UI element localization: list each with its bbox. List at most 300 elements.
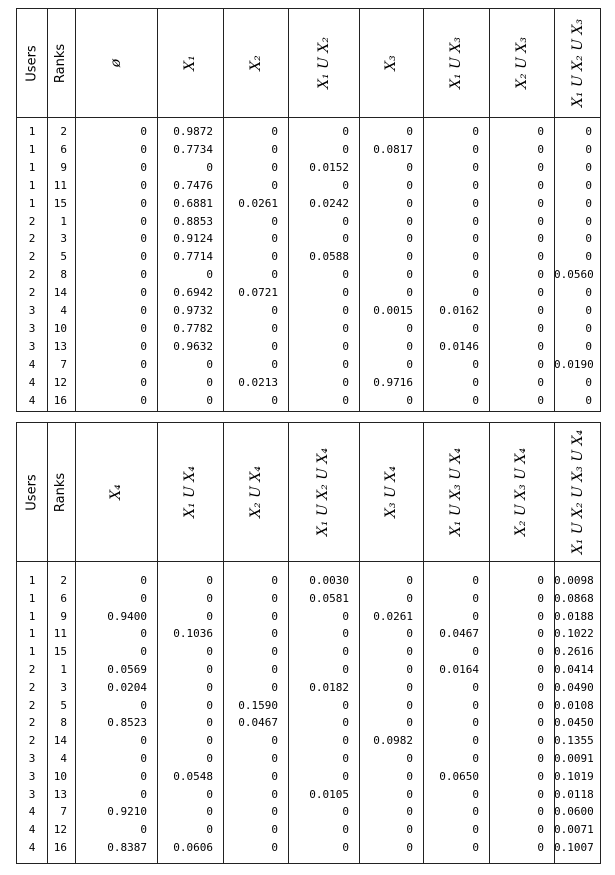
cell-x2-u-x3: 0 <box>537 250 544 264</box>
cell-x2-u-x3-u-x4: 0 <box>537 787 544 801</box>
cell-x4: 0 <box>140 645 147 659</box>
cell-x1-u-x3: 0 <box>472 214 479 228</box>
cell-ranks: 4 <box>60 304 67 317</box>
cell-x1-u-x4: 0 <box>206 680 213 694</box>
cell-x2-u-x4: 0 <box>271 823 278 837</box>
cell-x1-u-x3: 0 <box>472 178 479 192</box>
table-row <box>17 284 600 302</box>
cell-x4: 0 <box>140 698 147 712</box>
cell-x1-u-x2-u-x3: 0 <box>585 125 592 138</box>
cell-x2: 0 <box>271 393 278 407</box>
cell-x4: 0 <box>140 787 147 801</box>
cell-x1-u-x3-u-x4: 0 <box>472 716 479 730</box>
cell-x1-u-x2-u-x3: 0 <box>585 321 592 335</box>
cell-x1-u-x3: 0 <box>472 232 479 246</box>
header-label: X₂ U X₃ <box>513 37 530 89</box>
header-label: Ranks <box>53 472 69 512</box>
cell-x1-u-x3: 0 <box>472 160 479 174</box>
cell-x3-u-x4: 0 <box>406 769 413 783</box>
cell-x2: 0 <box>271 232 278 246</box>
cell-x2: 0 <box>271 321 278 335</box>
cell-x2: 0 <box>271 357 278 371</box>
cell-x3-u-x4: 0 <box>406 841 413 854</box>
cell-x1-u-x2: 0 <box>342 357 349 371</box>
cell-empty-set: 0 <box>140 268 147 282</box>
cell-users: 4 <box>28 393 36 407</box>
cell-x3-u-x4: 0 <box>406 645 413 659</box>
table-row <box>17 302 600 320</box>
cell-x1-u-x3-u-x4: 0 <box>472 680 479 694</box>
cell-x1-u-x2: 0 <box>342 321 349 335</box>
cell-x1-u-x3: 0.0146 <box>439 339 479 353</box>
header-empty-set <box>75 9 157 117</box>
cell-users: 1 <box>28 125 36 138</box>
cell-x3-u-x4: 0 <box>406 787 413 801</box>
header-label: Users <box>24 44 40 82</box>
cell-x1-u-x3-u-x4: 0.0467 <box>439 627 479 641</box>
cell-x1-u-x2: 0.0152 <box>309 160 349 174</box>
cell-empty-set: 0 <box>140 125 147 138</box>
cell-ranks: 10 <box>53 769 67 783</box>
cell-x2-u-x3: 0 <box>537 125 544 138</box>
cell-x1: 0.8853 <box>173 214 213 228</box>
table-row <box>17 750 600 768</box>
table-row <box>17 625 600 643</box>
cell-ranks: 5 <box>60 698 67 712</box>
cell-x1-u-x2-u-x3: 0 <box>585 142 592 156</box>
cell-x1-u-x3: 0 <box>472 321 479 335</box>
table-row <box>17 697 600 715</box>
table-row <box>17 159 600 177</box>
cell-x4: 0.9210 <box>107 805 147 819</box>
cell-x3-u-x4: 0.0261 <box>373 609 413 623</box>
cell-x1-u-x3-u-x4: 0 <box>472 574 479 587</box>
cell-x2-u-x4: 0 <box>271 609 278 623</box>
cell-ranks: 1 <box>60 663 67 676</box>
cell-x1: 0.9732 <box>173 304 213 317</box>
cell-ranks: 3 <box>60 232 67 246</box>
cell-x1-u-x2-u-x4: 0 <box>342 734 349 748</box>
cell-x1-u-x2-u-x3-u-x4: 0.1022 <box>554 627 594 641</box>
cell-x1-u-x4: 0 <box>206 752 213 765</box>
cell-empty-set: 0 <box>140 196 147 210</box>
table-row <box>17 213 600 231</box>
cell-x3: 0.0015 <box>373 304 413 317</box>
cell-users: 4 <box>28 841 36 854</box>
cell-ranks: 6 <box>60 591 67 605</box>
table-row <box>17 572 600 590</box>
cell-x1-u-x2-u-x3-u-x4: 0.0098 <box>554 574 594 587</box>
cell-ranks: 14 <box>53 286 67 300</box>
cell-x1-u-x3-u-x4: 0 <box>472 645 479 659</box>
cell-x1: 0.9872 <box>173 125 213 138</box>
cell-ranks: 10 <box>53 321 67 335</box>
cell-users: 2 <box>28 286 36 300</box>
cell-ranks: 11 <box>53 627 67 641</box>
cell-x2-u-x4: 0.0467 <box>238 716 278 730</box>
table-row <box>17 679 600 697</box>
cell-users: 1 <box>28 627 36 641</box>
cell-ranks: 9 <box>60 609 67 623</box>
cell-x3: 0 <box>406 393 413 407</box>
cell-x1-u-x2-u-x3-u-x4: 0.1019 <box>554 769 594 783</box>
cell-ranks: 2 <box>60 125 67 138</box>
cell-empty-set: 0 <box>140 232 147 246</box>
cell-x1-u-x4: 0 <box>206 823 213 837</box>
cell-users: 2 <box>28 680 36 694</box>
cell-x2-u-x3: 0 <box>537 196 544 210</box>
header-x1-u-x2-u-x4 <box>288 423 359 561</box>
cell-x3: 0 <box>406 286 413 300</box>
cell-x1-u-x3: 0 <box>472 357 479 371</box>
cell-empty-set: 0 <box>140 160 147 174</box>
cell-x1-u-x2: 0.0242 <box>309 196 349 210</box>
cell-x1-u-x3-u-x4: 0 <box>472 841 479 854</box>
cell-x2-u-x3-u-x4: 0 <box>537 645 544 659</box>
cell-x1-u-x3: 0 <box>472 286 479 300</box>
table-header <box>17 9 600 118</box>
cell-x1-u-x2-u-x4: 0 <box>342 645 349 659</box>
cell-x3-u-x4: 0 <box>406 716 413 730</box>
cell-users: 1 <box>28 160 36 174</box>
cell-x2-u-x3-u-x4: 0 <box>537 574 544 587</box>
cell-x1-u-x2-u-x3-u-x4: 0.0108 <box>554 698 594 712</box>
cell-x1-u-x4: 0 <box>206 645 213 659</box>
cell-x1-u-x3-u-x4: 0 <box>472 787 479 801</box>
cell-x1-u-x3: 0 <box>472 393 479 407</box>
cell-ranks: 6 <box>60 142 67 156</box>
cell-x3: 0 <box>406 125 413 138</box>
header-label: X₁ U X₂ U X₃ U X₄ <box>570 429 587 555</box>
cell-x1: 0.6942 <box>173 286 213 300</box>
cell-x1-u-x2-u-x4: 0 <box>342 698 349 712</box>
cell-x1: 0 <box>206 375 213 389</box>
cell-x3: 0 <box>406 214 413 228</box>
cell-x1-u-x2: 0 <box>342 125 349 138</box>
cell-users: 2 <box>28 232 36 246</box>
cell-x1: 0.7734 <box>173 142 213 156</box>
cell-x3-u-x4: 0 <box>406 627 413 641</box>
cell-x1-u-x2-u-x3-u-x4: 0.0414 <box>554 663 594 676</box>
cell-x3-u-x4: 0 <box>406 663 413 676</box>
cell-x2-u-x3: 0 <box>537 321 544 335</box>
header-label: X₂ <box>247 55 264 71</box>
cell-x1-u-x2-u-x3: 0 <box>585 393 592 407</box>
header-label: X₃ U X₄ <box>382 466 399 518</box>
table-bottom <box>16 422 601 864</box>
cell-x1-u-x2-u-x3: 0.0560 <box>554 268 594 282</box>
header-label: X₁ U X₃ <box>447 37 464 89</box>
header-ranks <box>47 423 75 561</box>
cell-x3: 0.0817 <box>373 142 413 156</box>
cell-x2: 0.0213 <box>238 375 278 389</box>
cell-x2-u-x4: 0 <box>271 787 278 801</box>
cell-users: 2 <box>28 663 36 676</box>
cell-x2-u-x3: 0 <box>537 142 544 156</box>
cell-x1: 0 <box>206 357 213 371</box>
cell-x2: 0.0261 <box>238 196 278 210</box>
header-x1-u-x2 <box>288 9 359 117</box>
cell-x1-u-x3: 0 <box>472 268 479 282</box>
table-row <box>17 374 600 392</box>
cell-x1-u-x2-u-x4: 0 <box>342 769 349 783</box>
cell-x4: 0.0204 <box>107 680 147 694</box>
header-label: X₂ U X₄ <box>247 466 264 518</box>
cell-empty-set: 0 <box>140 214 147 228</box>
table-row <box>17 141 600 159</box>
cell-x4: 0 <box>140 823 147 837</box>
cell-x2-u-x4: 0 <box>271 752 278 765</box>
cell-ranks: 16 <box>53 841 67 854</box>
cell-x3: 0 <box>406 232 413 246</box>
cell-ranks: 7 <box>60 357 67 371</box>
cell-ranks: 3 <box>60 680 67 694</box>
cell-x1: 0.9632 <box>173 339 213 353</box>
cell-x2-u-x3-u-x4: 0 <box>537 627 544 641</box>
cell-users: 4 <box>28 357 36 371</box>
cell-x2-u-x4: 0 <box>271 663 278 676</box>
table-row <box>17 732 600 750</box>
cell-users: 2 <box>28 698 36 712</box>
cell-ranks: 8 <box>60 716 67 730</box>
cell-x1-u-x4: 0 <box>206 574 213 587</box>
cell-x1-u-x4: 0.0606 <box>173 841 213 854</box>
cell-users: 1 <box>28 591 36 605</box>
table-row <box>17 338 600 356</box>
cell-x1: 0.9124 <box>173 232 213 246</box>
cell-x1: 0 <box>206 268 213 282</box>
cell-empty-set: 0 <box>140 375 147 389</box>
cell-x3-u-x4: 0 <box>406 823 413 837</box>
header-label: Ranks <box>53 43 69 83</box>
table-row <box>17 821 600 839</box>
cell-x1-u-x3-u-x4: 0 <box>472 734 479 748</box>
cell-x2-u-x4: 0 <box>271 645 278 659</box>
header-label: Users <box>24 473 40 511</box>
cell-x1: 0 <box>206 393 213 407</box>
cell-empty-set: 0 <box>140 250 147 264</box>
cell-x1-u-x3: 0 <box>472 375 479 389</box>
header-label: X₁ U X₂ <box>315 37 332 89</box>
cell-x1-u-x2-u-x4: 0.0030 <box>309 574 349 587</box>
cell-x2-u-x3-u-x4: 0 <box>537 805 544 819</box>
cell-x2-u-x4: 0 <box>271 680 278 694</box>
cell-x2-u-x3: 0 <box>537 339 544 353</box>
cell-users: 3 <box>28 752 36 765</box>
cell-ranks: 5 <box>60 250 67 264</box>
cell-empty-set: 0 <box>140 142 147 156</box>
cell-x4: 0 <box>140 769 147 783</box>
header-x3-u-x4 <box>359 423 423 561</box>
cell-x1-u-x2-u-x3-u-x4: 0.0071 <box>554 823 594 837</box>
cell-x3-u-x4: 0.0982 <box>373 734 413 748</box>
cell-x1: 0.7714 <box>173 250 213 264</box>
cell-users: 3 <box>28 339 36 353</box>
cell-x2-u-x3-u-x4: 0 <box>537 663 544 676</box>
cell-x1-u-x4: 0 <box>206 716 213 730</box>
cell-users: 1 <box>28 609 36 623</box>
header-x2-u-x3-u-x4 <box>489 423 554 561</box>
cell-x3: 0.9716 <box>373 375 413 389</box>
header-x2-u-x3 <box>489 9 554 117</box>
table-row <box>17 392 600 410</box>
cell-x2: 0 <box>271 160 278 174</box>
header-x1-u-x3 <box>423 9 489 117</box>
cell-users: 4 <box>28 805 36 819</box>
cell-ranks: 12 <box>53 375 67 389</box>
cell-x4: 0.9400 <box>107 609 147 623</box>
cell-users: 2 <box>28 734 36 748</box>
cell-x1-u-x2-u-x3: 0 <box>585 250 592 264</box>
header-label: X₁ U X₃ U X₄ <box>448 447 465 537</box>
header-x1 <box>157 9 223 117</box>
header-label: X₁ <box>182 55 198 71</box>
cell-x2: 0.0721 <box>238 286 278 300</box>
header-x1-u-x2-u-x3-u-x4 <box>554 423 602 561</box>
header-users <box>17 9 47 117</box>
cell-x2: 0 <box>271 339 278 353</box>
cell-x1-u-x2-u-x3-u-x4: 0.0600 <box>554 805 594 819</box>
cell-x1-u-x2-u-x3: 0.0190 <box>554 357 594 371</box>
cell-empty-set: 0 <box>140 339 147 353</box>
cell-users: 1 <box>28 574 36 587</box>
cell-users: 2 <box>28 250 36 264</box>
cell-x2-u-x4: 0.1590 <box>238 698 278 712</box>
cell-x1-u-x2-u-x3-u-x4: 0.0450 <box>554 716 594 730</box>
cell-x1-u-x2-u-x3-u-x4: 0.0118 <box>554 787 594 801</box>
cell-x2-u-x4: 0 <box>271 627 278 641</box>
cell-x2-u-x3-u-x4: 0 <box>537 698 544 712</box>
cell-x1-u-x2: 0 <box>342 286 349 300</box>
cell-x2-u-x3-u-x4: 0 <box>537 734 544 748</box>
cell-x1-u-x3-u-x4: 0 <box>472 805 479 819</box>
cell-users: 3 <box>28 787 36 801</box>
cell-ranks: 13 <box>53 339 67 353</box>
header-x1-u-x4 <box>157 423 223 561</box>
header-ranks <box>47 9 75 117</box>
cell-x1-u-x2-u-x3-u-x4: 0.0091 <box>554 752 594 765</box>
cell-x3: 0 <box>406 321 413 335</box>
cell-x1-u-x3-u-x4: 0 <box>472 591 479 605</box>
cell-x2-u-x4: 0 <box>271 841 278 854</box>
table-row <box>17 590 600 608</box>
cell-x4: 0 <box>140 752 147 765</box>
cell-x1-u-x3-u-x4: 0 <box>472 609 479 623</box>
cell-x4: 0 <box>140 734 147 748</box>
header-label: ø <box>108 58 124 68</box>
cell-x1-u-x2: 0 <box>342 393 349 407</box>
cell-x2-u-x3-u-x4: 0 <box>537 769 544 783</box>
cell-x1-u-x2-u-x3: 0 <box>585 286 592 300</box>
header-users <box>17 423 47 561</box>
cell-x1-u-x4: 0.1036 <box>173 627 213 641</box>
cell-x1-u-x2-u-x3: 0 <box>585 375 592 389</box>
cell-x2-u-x3: 0 <box>537 357 544 371</box>
cell-x3-u-x4: 0 <box>406 805 413 819</box>
cell-x1-u-x3-u-x4: 0.0164 <box>439 663 479 676</box>
cell-x3: 0 <box>406 357 413 371</box>
cell-x4: 0.8523 <box>107 716 147 730</box>
cell-x1-u-x2-u-x4: 0.0105 <box>309 787 349 801</box>
cell-x2: 0 <box>271 178 278 192</box>
cell-users: 1 <box>28 196 36 210</box>
cell-x2-u-x3-u-x4: 0 <box>537 752 544 765</box>
cell-x1-u-x2-u-x3-u-x4: 0.1355 <box>554 734 594 748</box>
cell-users: 4 <box>28 375 36 389</box>
cell-x1-u-x2-u-x3: 0 <box>585 160 592 174</box>
cell-x2-u-x3-u-x4: 0 <box>537 841 544 854</box>
cell-x3-u-x4: 0 <box>406 752 413 765</box>
cell-x1-u-x2: 0 <box>342 232 349 246</box>
cell-x1-u-x3: 0 <box>472 196 479 210</box>
cell-x1-u-x4: 0 <box>206 787 213 801</box>
cell-x1-u-x2: 0.0588 <box>309 250 349 264</box>
cell-users: 2 <box>28 268 36 282</box>
cell-ranks: 9 <box>60 160 67 174</box>
cell-x1: 0.6881 <box>173 196 213 210</box>
header-label: X₄ <box>108 484 124 500</box>
cell-x2-u-x4: 0 <box>271 591 278 605</box>
cell-x2: 0 <box>271 304 278 317</box>
cell-x3-u-x4: 0 <box>406 698 413 712</box>
cell-x1-u-x2-u-x3-u-x4: 0.0490 <box>554 680 594 694</box>
header-label: X₁ U X₄ <box>181 466 198 518</box>
cell-x4: 0.8387 <box>107 841 147 854</box>
cell-x2-u-x3: 0 <box>537 393 544 407</box>
cell-x1-u-x3: 0 <box>472 125 479 138</box>
cell-x1-u-x3-u-x4: 0 <box>472 698 479 712</box>
cell-ranks: 15 <box>53 196 67 210</box>
cell-users: 3 <box>28 304 36 317</box>
cell-x1-u-x2-u-x4: 0.0581 <box>309 591 349 605</box>
cell-users: 3 <box>28 321 36 335</box>
cell-empty-set: 0 <box>140 357 147 371</box>
header-label: X₁ U X₂ U X₄ <box>315 447 332 537</box>
cell-x1-u-x3-u-x4: 0 <box>472 752 479 765</box>
cell-x2-u-x4: 0 <box>271 574 278 587</box>
table-row <box>17 356 600 374</box>
table-top <box>16 8 601 412</box>
cell-users: 2 <box>28 716 36 730</box>
cell-x2-u-x3: 0 <box>537 232 544 246</box>
table-row <box>17 768 600 786</box>
cell-x1-u-x2-u-x3: 0 <box>585 178 592 192</box>
cell-x2-u-x3: 0 <box>537 178 544 192</box>
cell-x3-u-x4: 0 <box>406 680 413 694</box>
cell-x1-u-x2-u-x3-u-x4: 0.0868 <box>554 591 594 605</box>
table-row <box>17 195 600 213</box>
cell-x1-u-x2-u-x3: 0 <box>585 214 592 228</box>
cell-x1-u-x3: 0 <box>472 142 479 156</box>
cell-users: 2 <box>28 214 36 228</box>
table-row <box>17 608 600 626</box>
cell-x1-u-x2-u-x4: 0 <box>342 663 349 676</box>
cell-x2-u-x3: 0 <box>537 214 544 228</box>
header-x4 <box>75 423 157 561</box>
cell-x2: 0 <box>271 214 278 228</box>
cell-x1: 0.7476 <box>173 178 213 192</box>
cell-x1-u-x4: 0 <box>206 698 213 712</box>
table-row <box>17 266 600 284</box>
table-row <box>17 803 600 821</box>
cell-x2-u-x3: 0 <box>537 160 544 174</box>
table-row <box>17 177 600 195</box>
cell-users: 3 <box>28 769 36 783</box>
cell-x1-u-x2-u-x3-u-x4: 0.2616 <box>554 645 594 659</box>
cell-x2-u-x3-u-x4: 0 <box>537 716 544 730</box>
cell-ranks: 11 <box>53 178 67 192</box>
cell-x1-u-x2-u-x4: 0 <box>342 841 349 854</box>
